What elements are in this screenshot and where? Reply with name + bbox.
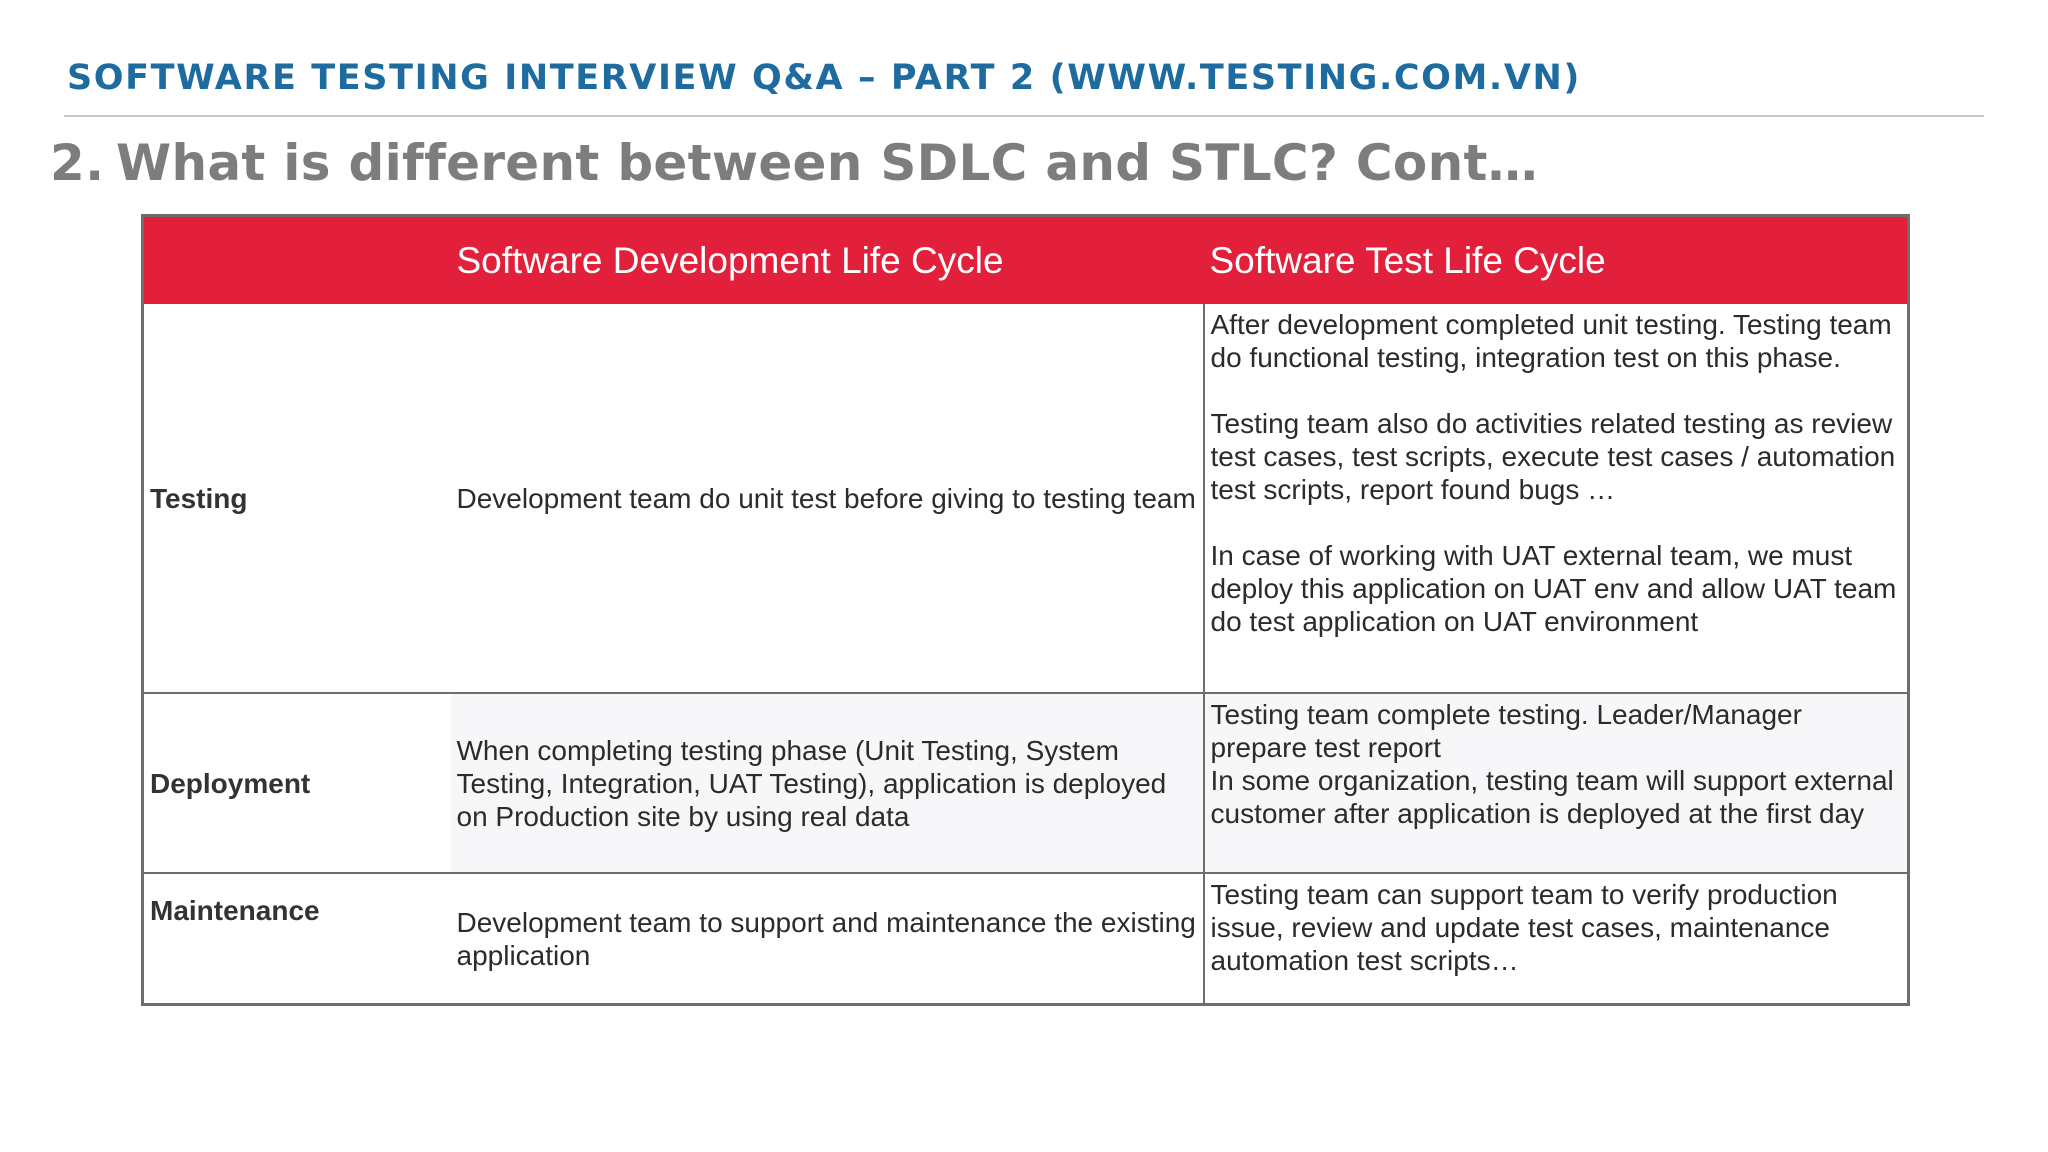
table-header-row xyxy=(143,216,1909,305)
stlc-line: Testing team complete testing. Leader/Manager prepare test report xyxy=(1210,699,1802,763)
header-title: SOFTWARE TESTING INTERVIEW Q&A – PART 2 (WWW.TESTING.COM.VN) xyxy=(67,58,1581,98)
question-text: What is different between SDLC and STLC? Cont… xyxy=(116,134,1538,192)
sdlc-cell-testing: Development team do unit test before giving to testing team xyxy=(456,482,1196,514)
header-cell-phase xyxy=(143,216,451,305)
row-label-deployment: Deployment xyxy=(143,693,451,873)
header-divider xyxy=(64,115,1984,117)
table-row-deployment xyxy=(143,693,1909,873)
stlc-paragraph: After development completed unit testing. Testing team do functional testing, integration test on this phase. xyxy=(1210,309,1892,373)
header-cell-stlc: Software Test Life Cycle xyxy=(1204,216,1909,305)
stlc-paragraph: In case of working with UAT external team, we must deploy this application on UAT env and allow UAT team do test application on UAT environment xyxy=(1210,540,1897,637)
table-row-maintenance xyxy=(143,873,1909,1005)
stlc-cell-maintenance xyxy=(1204,873,1909,1005)
question-heading xyxy=(50,134,1538,192)
table-row-testing xyxy=(143,304,1909,693)
sdlc-cell-maintenance: Development team to support and maintenance the existing application xyxy=(451,873,1204,1005)
row-label-testing: Testing xyxy=(150,482,248,514)
stlc-line: In some organization, testing team will support external customer after application is deployed at the first day xyxy=(1210,765,1894,829)
header-cell-sdlc: Software Development Life Cycle xyxy=(451,216,1204,305)
stlc-cell-testing xyxy=(1204,304,1909,693)
stlc-paragraph: Testing team also do activities related testing as review test cases, test scripts, execute test cases / automation test scripts, report found bugs … xyxy=(1210,408,1896,505)
comparison-table xyxy=(141,214,1910,1006)
question-number: 2. xyxy=(50,134,105,192)
sdlc-cell-deployment: When completing testing phase (Unit Testing, System Testing, Integration, UAT Testing), application is deployed on Production site by using real data xyxy=(451,693,1204,873)
stlc-line: Testing team can support team to verify production issue, review and update test cases, maintenance automation test scripts… xyxy=(1210,879,1838,976)
stlc-cell-deployment xyxy=(1204,693,1909,873)
row-label-maintenance: Maintenance xyxy=(143,873,451,1005)
